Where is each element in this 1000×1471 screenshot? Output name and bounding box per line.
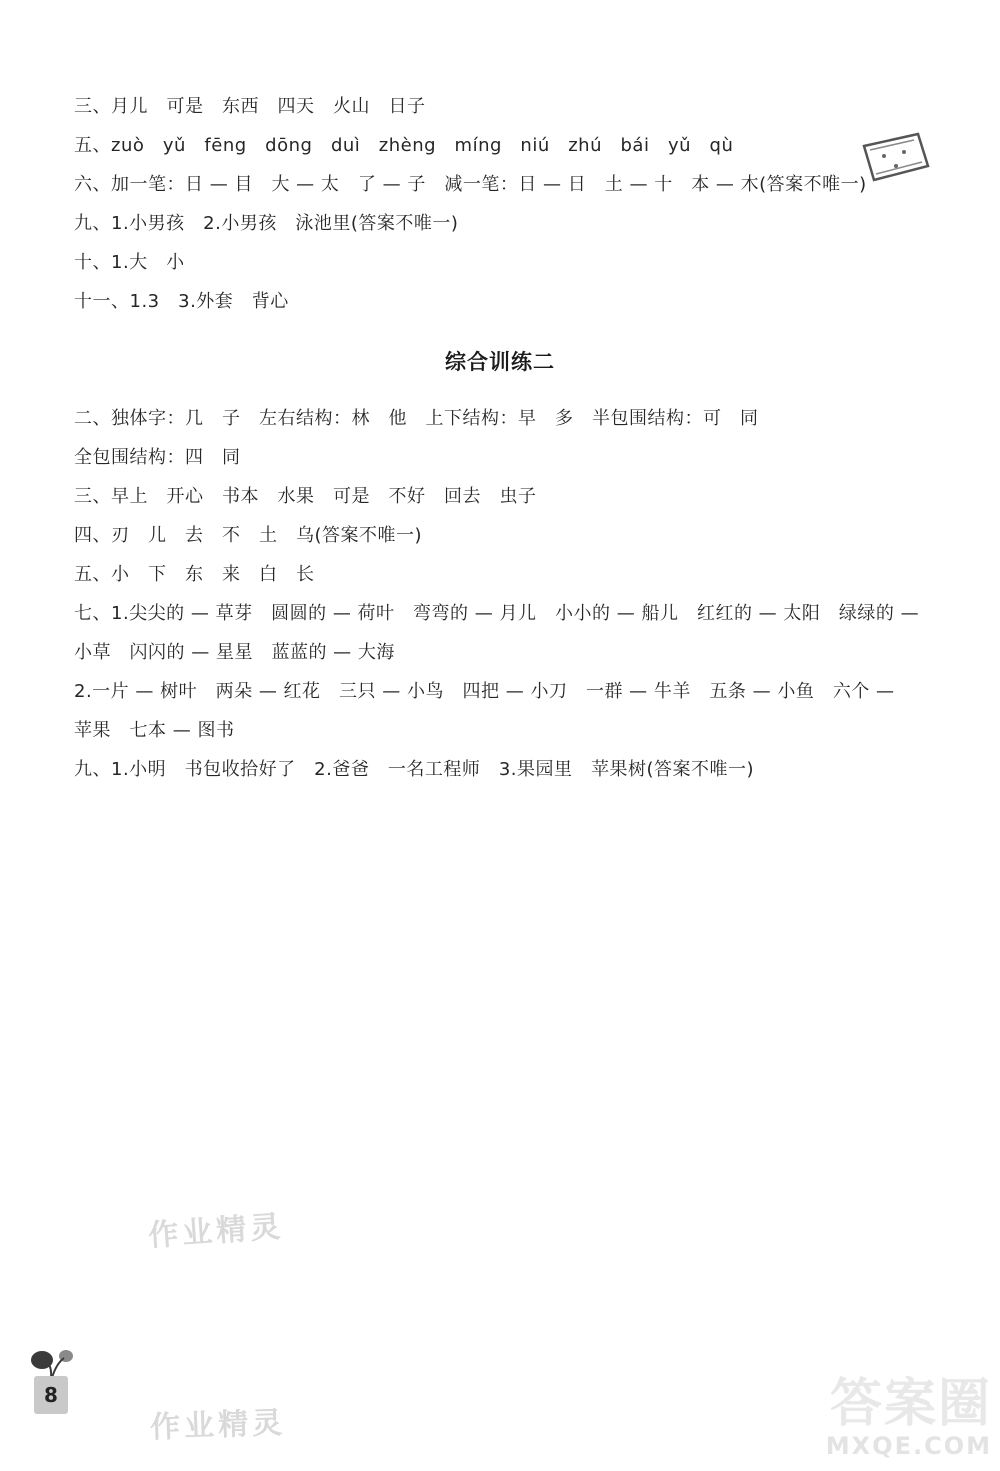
answer-line-4: 四、刃 儿 去 不 土 乌(答案不唯一)	[74, 525, 423, 546]
answer-line-2: 二、独体字：几 子 左右结构：林 他 上下结构：早 多 半包围结构：可 同	[74, 408, 759, 429]
answer-line-7-1: 七、1.尖尖的 — 草芽 圆圆的 — 荷叶 弯弯的 — 月儿 小小的 — 船儿 红红的 — 太阳 绿绿的 —	[74, 603, 920, 624]
answer-line-6: 六、加一笔：日 — 目 大 — 太 了 — 子 减一笔：日 — 日 土 — 十 本 — 木(答案不唯一)	[74, 174, 867, 195]
answer-line-2-cont: 全包围结构：四 同	[74, 447, 241, 468]
site-logo-main: 答案圈	[829, 1374, 992, 1434]
section-title: 综合训练二	[445, 350, 555, 374]
answer-line-3: 三、月儿 可是 东西 四天 火山 日子	[74, 96, 426, 117]
site-logo-domain: MXQE.COM	[825, 1432, 992, 1460]
answer-line-11: 十一、1.3 3.外套 背心	[74, 291, 289, 312]
stamp-icon	[856, 128, 936, 184]
answer-line-3b: 三、早上 开心 书本 水果 可是 不好 回去 虫子	[74, 486, 537, 507]
watermark-1: 作业精灵	[147, 1209, 286, 1254]
answer-line-5b: 五、小 下 东 来 白 长	[74, 564, 315, 585]
site-logo	[732, 1376, 992, 1466]
answer-line-7-1-cont: 小草 闪闪的 — 星星 蓝蓝的 — 大海	[74, 642, 395, 663]
sprout-icon	[26, 1346, 86, 1380]
page-number-badge	[26, 1346, 86, 1426]
answer-line-5: 五、zuò yǔ fēng dōng duì zhèng míng niú zhú bái yǔ qù	[74, 135, 734, 156]
answer-line-9b: 九、1.小明 书包收拾好了 2.爸爸 一名工程师 3.果园里 苹果树(答案不唯一)	[74, 759, 755, 780]
answer-line-9: 九、1.小男孩 2.小男孩 泳池里(答案不唯一)	[74, 213, 459, 234]
answer-line-10: 十、1.大 小	[74, 252, 185, 273]
page-number: 8	[34, 1376, 68, 1414]
answer-line-7-2: 2.一片 — 树叶 两朵 — 红花 三只 — 小鸟 四把 — 小刀 一群 — 牛羊 五条 — 小鱼 六个 —	[74, 681, 895, 702]
watermark-2: 作业精灵	[149, 1405, 287, 1446]
answer-line-7-2-cont: 苹果 七本 — 图书	[74, 720, 235, 741]
